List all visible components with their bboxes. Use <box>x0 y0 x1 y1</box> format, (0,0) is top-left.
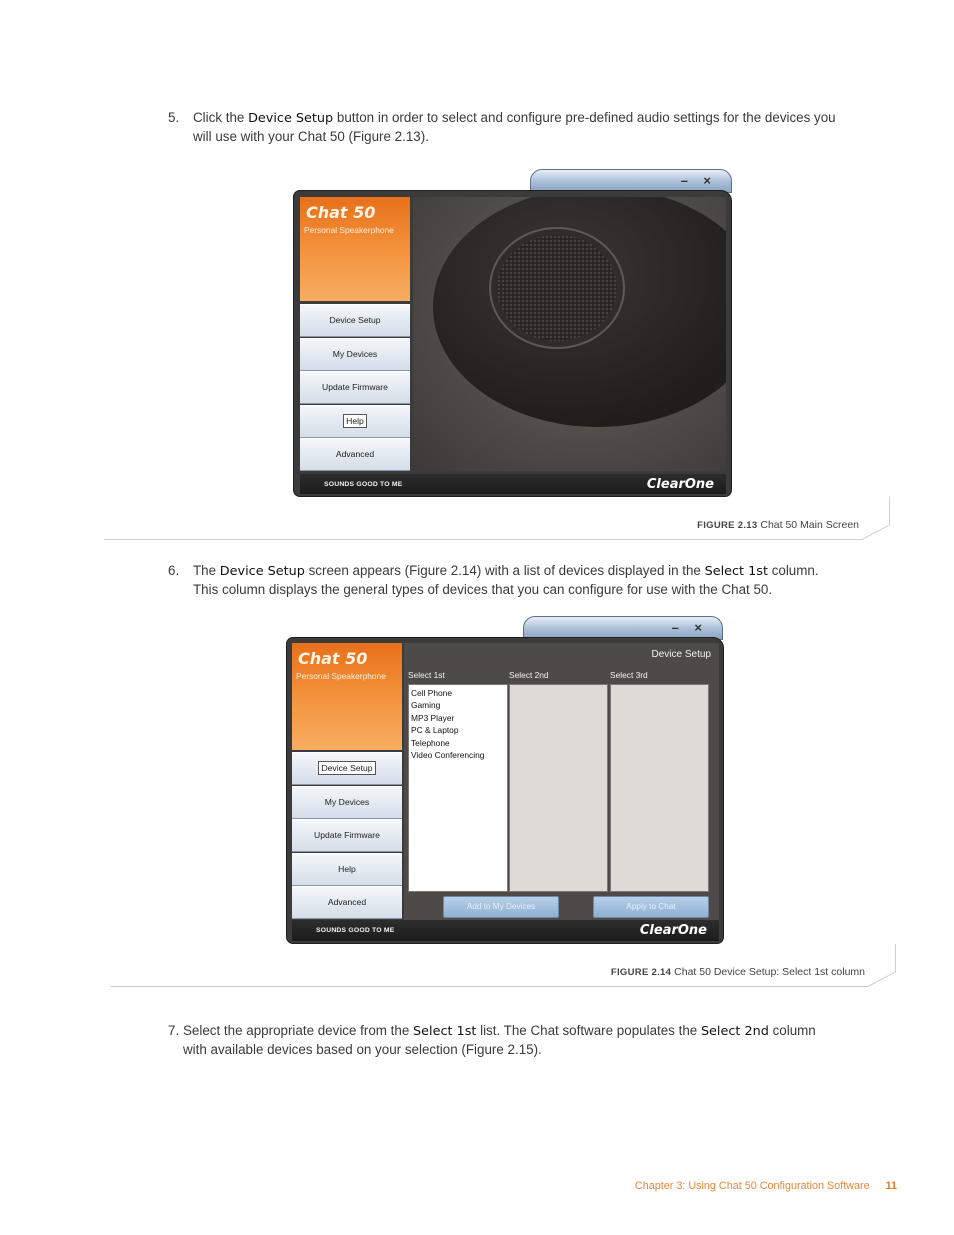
nav-button-label: Advanced <box>327 897 367 907</box>
slogan: SOUNDS GOOD TO ME <box>316 927 395 934</box>
nav-button-advanced[interactable] <box>300 438 410 471</box>
nav-button-update-firmware[interactable] <box>300 371 410 404</box>
nav-button-help[interactable] <box>300 405 410 438</box>
nav-menu <box>300 304 410 472</box>
step-text-run: Select the appropriate device from the <box>183 1023 414 1038</box>
brand-title: Chat 50 <box>298 649 368 668</box>
ui-term: Select 2nd <box>700 1024 769 1039</box>
apply-to-chat-button[interactable]: Apply to Chat <box>593 896 709 918</box>
figure-label: FIGURE 2.13 <box>697 520 758 531</box>
step-text <box>183 1022 843 1059</box>
nav-button-update-firmware[interactable] <box>292 819 402 852</box>
brand-title: Chat 50 <box>306 203 376 222</box>
clearone-logo: ClearOne <box>646 477 714 492</box>
chat50-main-window <box>294 169 732 497</box>
step-7 <box>168 1022 848 1060</box>
device-list-item[interactable]: Cell Phone <box>411 688 452 698</box>
step-text <box>193 109 843 146</box>
step-number: 5. <box>168 110 180 125</box>
column-header-select-3rd: Select 3rd <box>610 670 648 680</box>
nav-button-my-devices[interactable] <box>292 786 402 819</box>
device-list-item[interactable]: Telephone <box>411 737 450 748</box>
device-setup-panel <box>404 643 719 920</box>
step-text-run: column with available devices based on your selection (Figure 2.15). <box>183 1023 816 1057</box>
footer-bar <box>292 920 719 941</box>
figure-caption: Chat 50 Device Setup: Select 1st column <box>674 966 865 978</box>
device-list-item[interactable]: PC & Laptop <box>411 725 459 736</box>
nav-button-label: Device Setup <box>318 761 375 775</box>
speaker-photo <box>413 197 726 471</box>
ui-term: Select 1st <box>704 564 768 579</box>
step-text-run: Click the <box>193 110 249 125</box>
brand-subtitle: Personal Speakerphone <box>304 225 394 235</box>
nav-button-advanced[interactable] <box>292 886 402 919</box>
select-2nd-list[interactable] <box>509 684 608 892</box>
step-6 <box>168 562 848 600</box>
nav-button-label: Advanced <box>335 449 375 459</box>
title-bar[interactable] <box>530 169 732 193</box>
nav-menu <box>292 752 402 920</box>
figure-caption: Chat 50 Main Screen <box>760 519 859 531</box>
step-text-run: column. This column displays the general types of devices that you can configure for use with the Chat 50. <box>193 563 819 597</box>
column-header-select-2nd: Select 2nd <box>509 670 549 680</box>
caption-rule <box>110 986 868 987</box>
select-1st-list[interactable] <box>408 684 508 892</box>
add-to-my-devices-button[interactable]: Add to My Devices <box>443 896 559 918</box>
clearone-logo: ClearOne <box>639 923 707 938</box>
chapter-title: Chapter 3: Using Chat 50 Configuration Software <box>634 1180 870 1192</box>
step-text-run: list. The Chat software populates the <box>476 1023 701 1038</box>
nav-button-label: Update Firmware <box>314 830 380 840</box>
nav-button-device-setup[interactable] <box>292 752 402 785</box>
ui-term: Device Setup <box>248 111 334 126</box>
nav-button-label: Update Firmware <box>322 382 388 392</box>
nav-button-help[interactable] <box>292 853 402 886</box>
figure-label: FIGURE 2.14 <box>610 967 672 978</box>
nav-button-label: Help <box>338 863 356 874</box>
title-bar[interactable] <box>523 616 723 640</box>
brand-subtitle: Personal Speakerphone <box>296 671 386 681</box>
figure-2-14-caption <box>611 966 865 978</box>
step-5 <box>168 109 848 147</box>
nav-button-label: My Devices <box>332 348 378 359</box>
caption-rule-corner <box>868 972 895 987</box>
device-list-item[interactable]: MP3 Player <box>411 712 455 723</box>
nav-button-my-devices[interactable] <box>300 338 410 371</box>
nav-button-label: My Devices <box>324 796 370 807</box>
nav-button-label: Device Setup <box>329 315 381 325</box>
page-footer <box>635 1180 897 1192</box>
page-number: 11 <box>885 1180 897 1192</box>
nav-button-device-setup[interactable] <box>300 304 410 337</box>
step-text-run: The <box>193 563 220 578</box>
step-number: 6. <box>168 563 180 578</box>
ui-term: Device Setup <box>219 564 305 579</box>
step-number: 7. <box>168 1023 180 1038</box>
select-3rd-list[interactable] <box>610 684 709 892</box>
device-list-item[interactable]: Gaming <box>411 700 441 711</box>
screen-title: Device Setup <box>651 649 711 660</box>
footer-bar <box>300 474 726 494</box>
step-text-run: screen appears (Figure 2.14) with a list of devices displayed in the <box>304 563 705 578</box>
ui-term: Select 1st <box>413 1024 477 1039</box>
slogan: SOUNDS GOOD TO ME <box>324 481 403 488</box>
step-text-run: button in order to select and configure pre-defined audio settings for the devices you will use with your Chat 50 (Figure 2.13). <box>193 110 836 144</box>
chat50-device-setup-window <box>287 616 724 944</box>
figure-2-13-caption <box>697 519 859 531</box>
caption-rule-tick <box>889 497 890 526</box>
caption-rule-tick <box>895 944 896 973</box>
window-controls[interactable]: – × <box>680 173 717 188</box>
column-header-select-1st: Select 1st <box>408 670 445 680</box>
caption-rule-corner <box>862 525 889 540</box>
brand-panel <box>292 643 402 750</box>
device-list-item[interactable]: Video Conferencing <box>411 750 485 761</box>
window-controls[interactable]: – × <box>671 620 708 635</box>
caption-rule <box>104 539 862 540</box>
speaker-grille <box>497 235 617 341</box>
step-text <box>193 562 843 599</box>
brand-panel <box>300 197 410 301</box>
nav-button-label: Help <box>343 414 367 428</box>
